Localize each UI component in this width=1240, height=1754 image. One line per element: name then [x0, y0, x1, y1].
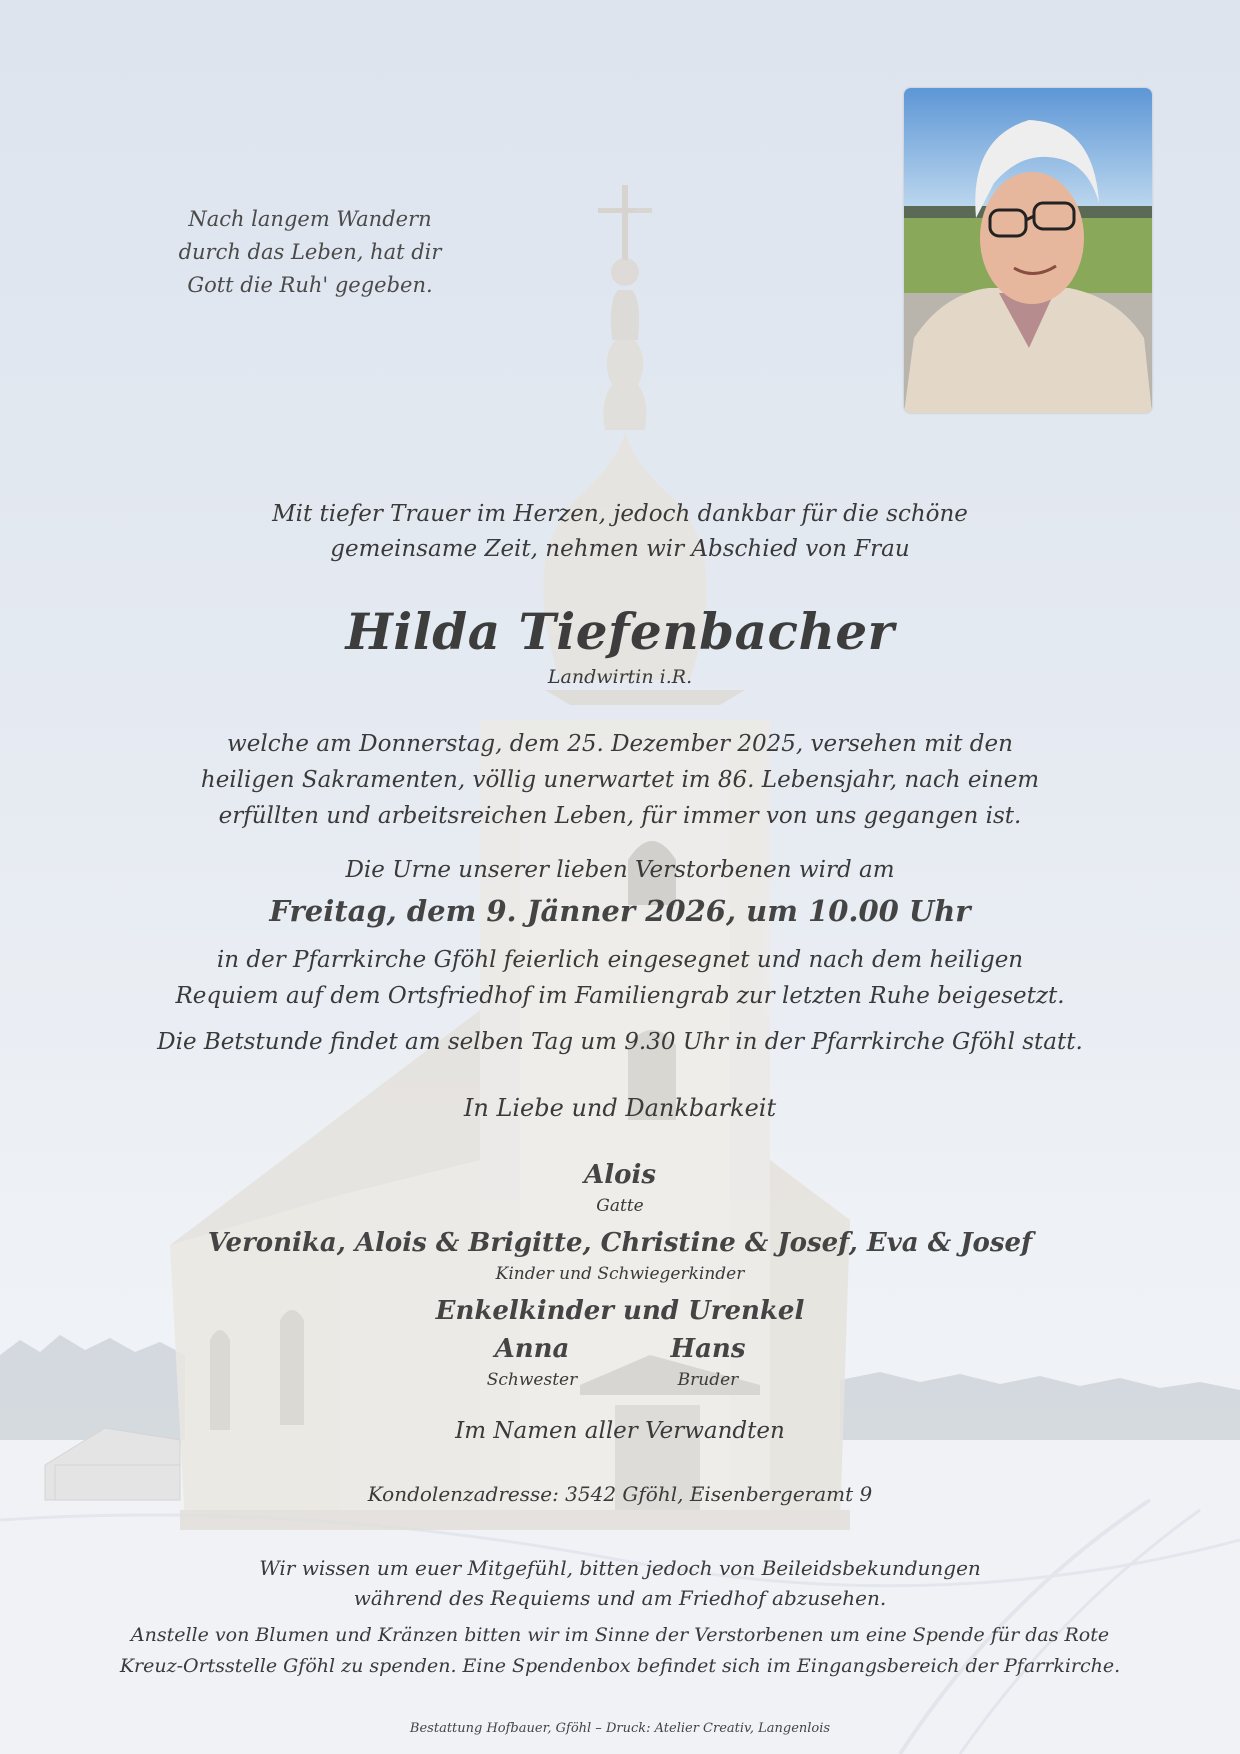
passing-line: heiligen Sakramenten, völlig unerwartet im 86. Lebensjahr, nach einem [200, 767, 1040, 793]
motto-line: durch das Leben, hat dir [178, 240, 442, 264]
condolence-note [0, 1553, 1240, 1613]
footer-credits: Bestattung Hofbauer, Gföhl – Druck: Atelier Creativ, Langenlois [409, 1721, 831, 1736]
intro-line: Mit tiefer Trauer im Herzen, jedoch dankbar für die schöne [272, 501, 968, 527]
passing-line: welche am Donnerstag, dem 25. Dezember 2025, versehen mit den [227, 731, 1013, 757]
motto-verse [150, 203, 470, 302]
burial-line: Requiem auf dem Ortsfriedhof im Familiengrab zur letzten Ruhe beigesetzt. [175, 983, 1065, 1009]
ceremony-date: Freitag, dem 9. Jänner 2026, um 10.00 Uhr [269, 894, 971, 928]
donation-line: Anstelle von Blumen und Kränzen bitten wir im Sinne der Verstorbenen um eine Spende für das Rote [130, 1624, 1110, 1646]
condolence-line: während des Requiems und am Friedhof abzusehen. [353, 1586, 887, 1610]
prayer-hour: Die Betstunde findet am selben Tag um 9.30 Uhr in der Pfarrkirche Gföhl statt. [157, 1029, 1083, 1055]
burial-text [0, 942, 1240, 1014]
sibling-role: Schwester [486, 1370, 578, 1390]
children-role: Kinder und Schwiegerkinder [495, 1264, 745, 1284]
deceased-name: Hilda Tiefenbacher [345, 602, 895, 661]
intro-line: gemeinsame Zeit, nehmen wir Abschied von Frau [330, 536, 910, 562]
children-names: Veronika, Alois & Brigitte, Christine & Josef, Eva & Josef [207, 1228, 1033, 1258]
passing-text [0, 726, 1240, 834]
motto-line: Nach langem Wandern [188, 207, 432, 231]
spouse-role: Gatte [596, 1196, 644, 1216]
condolence-address: Kondolenzadresse: 3542 Gföhl, Eisenbergeramt 9 [367, 1482, 873, 1506]
donation-note [0, 1620, 1240, 1682]
motto-line: Gott die Ruh' gegeben. [187, 273, 433, 297]
burial-line: in der Pfarrkirche Gföhl feierlich eingesegnet und nach dem heiligen [216, 947, 1024, 973]
condolence-line: Wir wissen um euer Mitgefühl, bitten jedoch von Beileidsbekundungen [259, 1556, 981, 1580]
urn-intro: Die Urne unserer lieben Verstorbenen wird am [345, 857, 895, 883]
sibling-name: Hans [670, 1334, 746, 1364]
deceased-profession: Landwirtin i.R. [547, 666, 693, 688]
intro-text [0, 497, 1240, 567]
spouse-name: Alois [584, 1160, 656, 1190]
donation-line: Kreuz-Ortsstelle Gföhl zu spenden. Eine Spendenbox befindet sich im Eingangsbereich der Pfarrkirche. [119, 1655, 1121, 1677]
relatives-line: Im Namen aller Verwandten [455, 1418, 785, 1444]
sibling-name: Anna [494, 1334, 570, 1364]
sibling-role: Bruder [677, 1370, 739, 1390]
passing-line: erfüllten und arbeitsreichen Leben, für immer von uns gegangen ist. [218, 803, 1022, 829]
grandchildren: Enkelkinder und Urenkel [435, 1296, 805, 1326]
closing-phrase: In Liebe und Dankbarkeit [463, 1094, 777, 1122]
